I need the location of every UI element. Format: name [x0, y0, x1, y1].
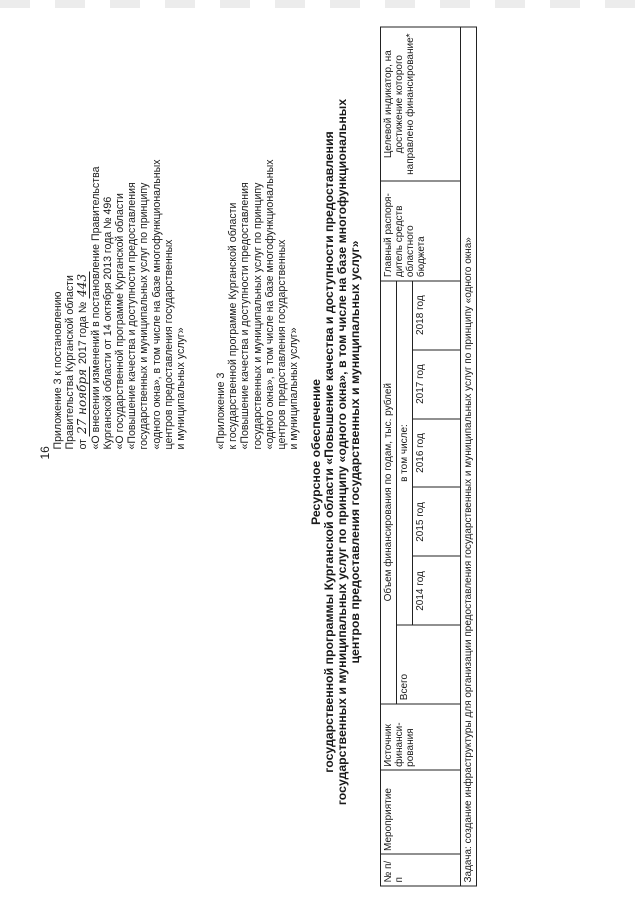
appendix-line: «О внесении изменений в постановление Правительства: [89, 166, 102, 450]
handwritten-number: 443: [75, 273, 90, 297]
rotated-page: [20, 10, 620, 895]
header-year: 2015 год: [413, 488, 461, 557]
appendix-line: государственных и муниципальных услуг по принципу: [251, 182, 264, 450]
appendix-line: Курганской области от 14 октября 2013 года № 496: [101, 196, 114, 450]
header-volume: Объем финансирования по годам, тыс. рублей: [381, 281, 397, 704]
header-incl: в том числе:: [397, 281, 413, 626]
header-num: № п/п: [381, 854, 461, 886]
appendix-line: центров предоставления государственных: [276, 239, 289, 450]
scan-edge-artifact: [0, 0, 640, 8]
appendix-line: «О государственной программе Курганской области: [114, 193, 127, 450]
appendix-line: к государственной программе Курганской области: [227, 202, 240, 450]
header-year: 2018 год: [413, 281, 461, 350]
appendix-block-resolution: [52, 25, 187, 450]
title-line: центров предоставления государственных и муниципальных услуг»: [348, 240, 362, 664]
appendix-date-line: [76, 25, 89, 450]
appendix-block-program: [215, 10, 300, 450]
appendix-line: и муниципальных услуг»: [288, 327, 301, 450]
appendix-line: «одного окна», в том числе на базе многофункциональных: [150, 159, 163, 450]
header-source: Источник финанси- рования: [381, 704, 461, 771]
date-prefix: от: [77, 438, 90, 450]
appendix-line: «Повышение качества и доступности предоставления: [126, 182, 139, 450]
handwritten-date: 27 ноября: [75, 368, 90, 435]
appendix-line: и муниципальных услуг»: [175, 327, 188, 450]
header-manager: Главный распоря- дитель средств областного бюджета: [381, 181, 461, 280]
appendix-line: «Повышение качества и доступности предоставления: [239, 182, 252, 450]
appendix-line: Приложение 3 к постановлению: [52, 291, 64, 450]
title-line: государственной программы Курганской области «Повышение качества и доступности предоставления: [322, 131, 336, 773]
header-total: Всего: [397, 625, 461, 703]
title-line: государственных и муниципальных услуг по принципу «одного окна», в том числе на базе многофункциональных: [335, 98, 349, 806]
appendix-line: «Приложение 3: [215, 372, 227, 450]
header-year: 2017 год: [413, 350, 461, 419]
page-number: 16: [38, 446, 52, 460]
appendix-line: центров предоставления государственных: [162, 239, 175, 450]
title-line: Ресурсное обеспечение: [309, 378, 323, 526]
date-mid: 2017 года №: [77, 301, 90, 364]
header-year: 2014 год: [413, 556, 461, 625]
appendix-line: Правительства Курганской области: [64, 275, 77, 450]
header-indicator: Целевой индикатор, на достижение которого направлено финансирование*: [381, 27, 461, 181]
task-row: Задача: создание инфраструктуры для организации предоставления государственных и муниципальных услуг по принципу «одного окна»: [461, 27, 477, 886]
header-event: Мероприятие: [381, 770, 461, 854]
appendix-line: государственных и муниципальных услуг по принципу: [138, 182, 151, 450]
appendix-line: «одного окна», в том числе на базе многофункциональных: [263, 159, 276, 450]
resource-table: [380, 27, 477, 887]
header-year: 2016 год: [413, 419, 461, 488]
document-title: [310, 10, 362, 895]
